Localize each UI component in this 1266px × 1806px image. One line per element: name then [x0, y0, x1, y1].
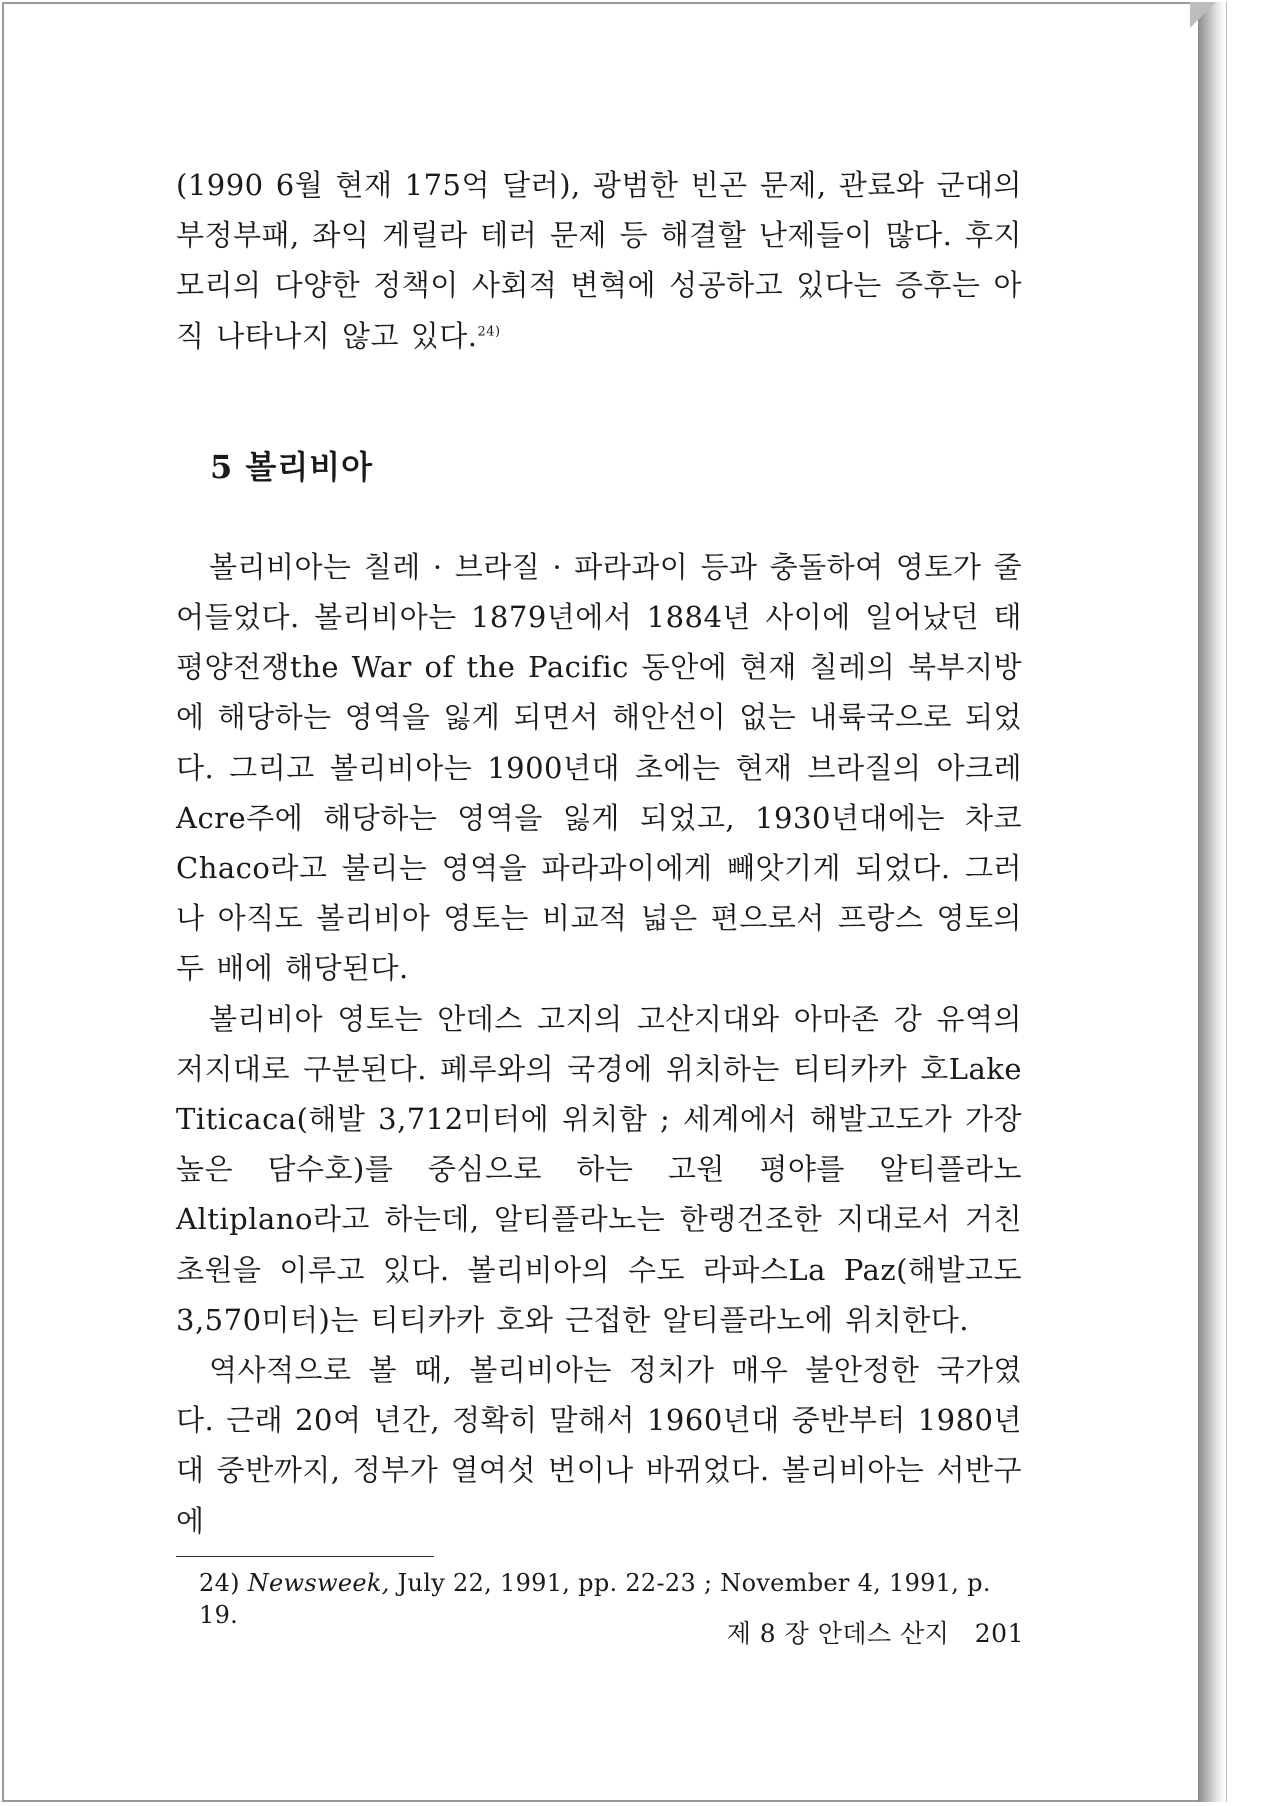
- body-paragraph-1: 볼리비아는 칠레 · 브라질 · 파라과이 등과 충돌하여 영토가 줄어들었다. 볼리비아는 1879년에서 1884년 사이에 일어났던 태평양전쟁the War of the Pacific 동안에 현재 칠레의 북부지방에 해당하는 영역을 잃게 되면서 해안선이 없는 내륙국으로 되었다. 그리고 볼리비아는 1900년대 초에는 현재 브라질의 아크레Acre주에 해당하는 영역을 잃게 되었고, 1930년대에는 차코Chaco라고 불리는 영역을 파라과이에게 빼앗기게 되었다. 그러나 아직도 볼리비아 영토는 비교적 넓은 편으로서 프랑스 영토의 두 배에 해당된다.: [176, 549, 1022, 986]
- page-body: [176, 160, 1022, 1631]
- intro-paragraph-text: (1990 6월 현재 175억 달러), 광범한 빈곤 문제, 관료와 군대의 부정부패, 좌익 게릴라 테러 문제 등 해결할 난제들이 많다. 후지모리의 다양한 정책이 사회적 변혁에 성공하고 있다는 증후는 아직 나타나지 않고 있다.: [176, 168, 1022, 353]
- chapter-title: 제 8 장 안데스 산지: [726, 1619, 950, 1648]
- heading-spacer: [176, 487, 1022, 542]
- footnote-reference[interactable]: 24): [477, 323, 501, 339]
- footnote-number: 24): [199, 1568, 240, 1597]
- page-curl-edge: [1198, 2, 1227, 1802]
- footnote-divider: [176, 1556, 434, 1557]
- page-curl-corner: [1190, 2, 1216, 28]
- section-heading: 5 볼리비아: [210, 447, 374, 486]
- page-number: 201: [974, 1619, 1024, 1648]
- body-paragraph-3: 역사적으로 볼 때, 볼리비아는 정치가 매우 불안정한 국가였다. 근래 20여 년간, 정확히 말해서 1960년대 중반부터 1980년대 중반까지, 정부가 열여섯 번이나 바뀌었다. 볼리비아는 서반구에: [176, 1353, 1022, 1538]
- section-spacer: [176, 361, 1022, 447]
- intro-paragraph: [176, 160, 1022, 361]
- running-footer: [724, 1618, 1024, 1650]
- footnote-details: July 22, 1991, pp. 22-23 ; November 4, 1991, p. 19.: [199, 1568, 991, 1629]
- body-paragraph-2: 볼리비아 영토는 안데스 고지의 고산지대와 아마존 강 유역의 저지대로 구분된다. 페루와의 국경에 위치하는 티티카카 호Lake Titicaca(해발 3,712미터에 위치함 ; 세계에서 해발고도가 가장 높은 담수호)를 중심으로 하는 고원 평야를 알티플라노Altiplano라고 하는데, 알티플라노는 한랭건조한 지대로서 거친 초원을 이루고 있다. 볼리비아의 수도 라파스La Paz(해발고도 3,570미터)는 티티카카 호와 근접한 알티플라노에 위치한다.: [176, 1001, 1022, 1337]
- footnote-source: Newsweek,: [247, 1568, 390, 1597]
